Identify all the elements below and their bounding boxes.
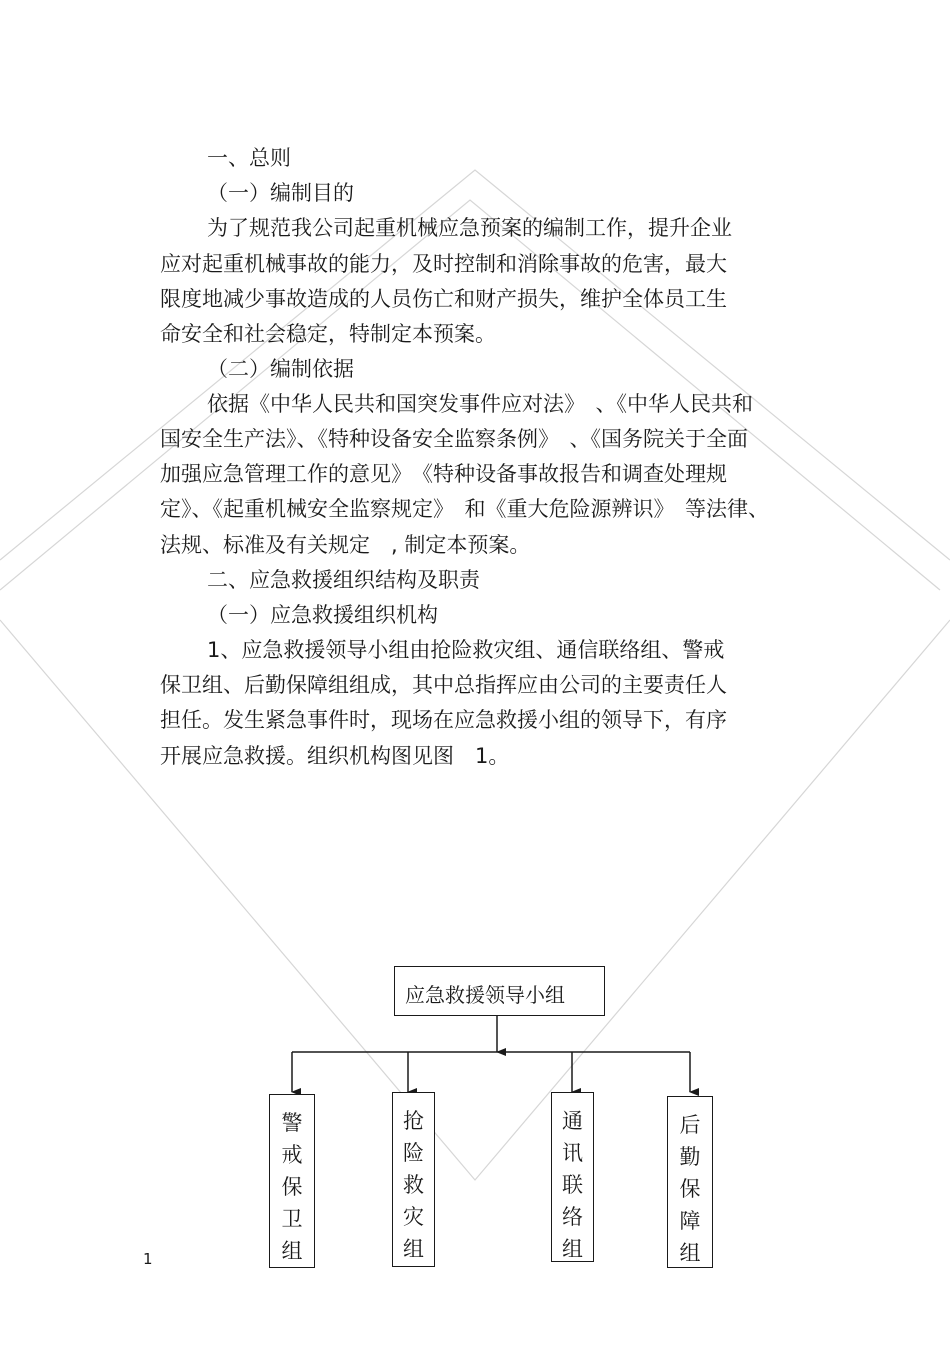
group-char: 救 bbox=[403, 1173, 424, 1197]
subheading-basis: （二）编制依据 bbox=[207, 357, 354, 381]
group-char: 险 bbox=[403, 1141, 424, 1165]
group-char: 通 bbox=[562, 1109, 583, 1133]
leader-group-box bbox=[394, 966, 605, 1016]
page-number: 1 bbox=[143, 1250, 153, 1268]
rescue-group-box bbox=[392, 1092, 435, 1267]
subheading-purpose: （一）编制目的 bbox=[207, 181, 354, 205]
group-char: 保 bbox=[679, 1177, 701, 1201]
group-char: 障 bbox=[679, 1209, 701, 1233]
group-char: 保 bbox=[281, 1175, 303, 1199]
security-group-box bbox=[269, 1094, 315, 1268]
paragraph-line: 国安全生产法》、《特种设备安全监察条例》 、《国务院关于全面 bbox=[160, 427, 748, 451]
paragraph-line: 担任。发生紧急事件时，现场在应急救援小组的领导下，有序 bbox=[160, 708, 727, 732]
subheading-structure: （一）应急救援组织机构 bbox=[207, 603, 438, 627]
paragraph-line: 加强应急管理工作的意见》 《特种设备事故报告和调查处理规 bbox=[160, 462, 727, 486]
group-char: 灾 bbox=[403, 1205, 424, 1229]
paragraph-line: 依据《中华人民共和国突发事件应对法》 、《中华人民共和 bbox=[207, 392, 753, 416]
paragraph-line: 限度地减少事故造成的人员伤亡和财产损失，维护全体员工生 bbox=[160, 287, 727, 311]
leader-group-label: 应急救援领导小组 bbox=[405, 983, 565, 1007]
heading-organization: 二、应急救援组织结构及职责 bbox=[207, 568, 480, 592]
group-char: 卫 bbox=[281, 1207, 303, 1231]
group-char: 组 bbox=[403, 1237, 424, 1261]
group-char: 组 bbox=[562, 1237, 583, 1261]
group-char: 警 bbox=[281, 1111, 303, 1135]
group-char: 讯 bbox=[562, 1141, 583, 1165]
paragraph-line: 定》、《起重机械安全监察规定》 和《重大危险源辨识》 等法律、 bbox=[160, 497, 769, 521]
paragraph-line: 为了规范我公司起重机械应急预案的编制工作，提升企业 bbox=[207, 216, 732, 240]
logistics-group-box bbox=[667, 1096, 713, 1268]
paragraph-line: 命安全和社会稳定，特制定本预案。 bbox=[160, 322, 496, 346]
group-char: 联 bbox=[562, 1173, 583, 1197]
group-char: 组 bbox=[679, 1241, 701, 1265]
paragraph-line: 应对起重机械事故的能力，及时控制和消除事故的危害，最大 bbox=[160, 252, 727, 276]
paragraph-line: 法规、标准及有关规定 , 制定本预案。 bbox=[160, 533, 531, 557]
paragraph-line: 开展应急救援。组织机构图见图 1。 bbox=[160, 744, 510, 768]
group-char: 组 bbox=[281, 1239, 303, 1263]
paragraph-line: 1、应急救援领导小组由抢险救灾组、通信联络组、警戒 bbox=[207, 638, 725, 662]
group-char: 戒 bbox=[281, 1143, 303, 1167]
group-char: 抢 bbox=[403, 1109, 424, 1133]
group-char: 后 bbox=[679, 1113, 701, 1137]
group-char: 勤 bbox=[679, 1145, 701, 1169]
group-char: 络 bbox=[562, 1205, 583, 1229]
paragraph-line: 保卫组、后勤保障组组成，其中总指挥应由公司的主要责任人 bbox=[160, 673, 727, 697]
communication-group-box bbox=[551, 1092, 594, 1262]
heading-general: 一、总则 bbox=[207, 146, 291, 170]
